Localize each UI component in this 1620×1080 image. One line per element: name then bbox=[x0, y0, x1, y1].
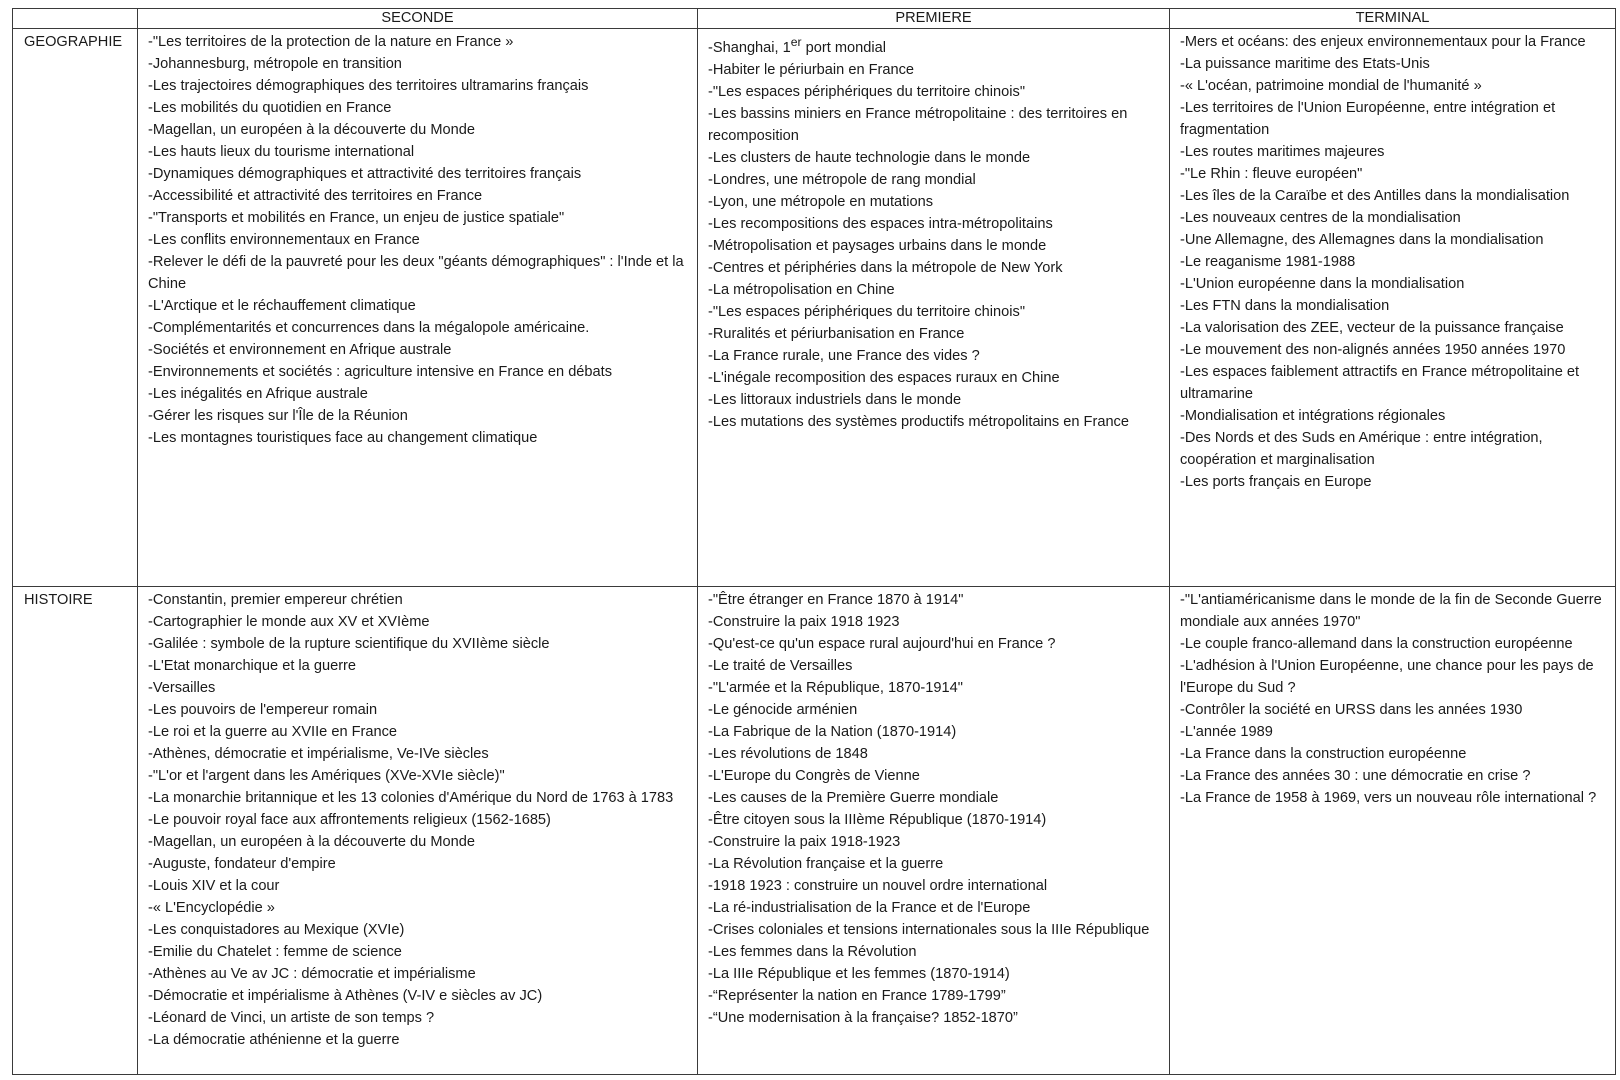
topic-item: -La France rurale, une France des vides ? bbox=[708, 347, 980, 364]
header-premiere: PREMIERE bbox=[698, 9, 1170, 29]
topic-item: -L'Arctique et le réchauffement climatique bbox=[148, 298, 416, 314]
row-label-histoire: HISTOIRE bbox=[13, 587, 138, 1075]
topic-item: -Les conquistadores au Mexique (XVIe) bbox=[148, 922, 405, 938]
topic-item: -Contrôler la société en URSS dans les années 1930 bbox=[1180, 702, 1523, 718]
topic-item: -Environnements et sociétés : agriculture intensive en France en débats bbox=[148, 364, 613, 380]
topic-item: -Complémentarités et concurrences dans la mégalopole américaine. bbox=[148, 320, 590, 336]
topic-list bbox=[1180, 589, 1607, 809]
topic-item: -Les FTN dans la mondialisation bbox=[1180, 298, 1390, 314]
topic-item: -Sociétés et environnement en Afrique australe bbox=[148, 342, 452, 358]
topic-item: -“Représenter la nation en France 1789-1799” bbox=[708, 988, 1006, 1004]
topic-item: -Les révolutions de 1848 bbox=[708, 746, 868, 762]
topic-text: port mondial bbox=[801, 39, 886, 56]
topic-item: -"L'or et l'argent dans les Amériques (XVe-XVIe siècle)" bbox=[148, 768, 505, 784]
topic-item: -La monarchie britannique et les 13 colonies d'Amérique du Nord de 1763 à 1783 bbox=[148, 790, 674, 806]
topic-item: -Centres et périphéries dans la métropole de New York bbox=[708, 259, 1063, 276]
topic-item: -Versailles bbox=[148, 680, 216, 696]
cell-histoire-premiere bbox=[698, 587, 1170, 1075]
topic-item: -Ruralités et périurbanisation en France bbox=[708, 325, 965, 342]
topic-item: -"Les espaces périphériques du territoire chinois" bbox=[708, 83, 1025, 100]
topic-item: -La ré-industrialisation de la France et de l'Europe bbox=[708, 900, 1031, 916]
topic-item bbox=[708, 31, 1161, 59]
topic-item: -Cartographier le monde aux XV et XVIème bbox=[148, 614, 430, 630]
topic-item: -Les littoraux industriels dans le monde bbox=[708, 391, 962, 408]
cell-geographie-terminal bbox=[1170, 29, 1616, 587]
header-terminal: TERMINAL bbox=[1170, 9, 1616, 29]
topic-item: -Construire la paix 1918 1923 bbox=[708, 614, 900, 630]
topic-item: -L'Union européenne dans la mondialisation bbox=[1180, 276, 1465, 292]
topic-list bbox=[148, 31, 689, 449]
topic-item: -Les routes maritimes majeures bbox=[1180, 144, 1385, 160]
topic-item: -Les clusters de haute technologie dans le monde bbox=[708, 149, 1031, 166]
topic-item: -La valorisation des ZEE, vecteur de la puissance française bbox=[1180, 320, 1564, 336]
topic-item: -"L'armée et la République, 1870-1914" bbox=[708, 680, 963, 696]
topic-item: -Les nouveaux centres de la mondialisation bbox=[1180, 210, 1461, 226]
row-geographie bbox=[13, 29, 1616, 587]
topic-item: -Emilie du Chatelet : femme de science bbox=[148, 944, 402, 960]
topic-item: -Une Allemagne, des Allemagnes dans la mondialisation bbox=[1180, 232, 1544, 248]
topic-item: -Athènes au Ve av JC : démocratie et impérialisme bbox=[148, 966, 476, 982]
topic-item: -"Le Rhin : fleuve européen" bbox=[1180, 166, 1363, 182]
topic-item: -"L'antiaméricanisme dans le monde de la fin de Seconde Guerre mondiale aux années 1970" bbox=[1180, 592, 1602, 630]
topic-item: -Auguste, fondateur d'empire bbox=[148, 856, 336, 872]
topic-item: -Dynamiques démographiques et attractivité des territoires français bbox=[148, 166, 582, 182]
topic-item: -Les femmes dans la Révolution bbox=[708, 944, 917, 960]
topic-item: -Les inégalités en Afrique australe bbox=[148, 386, 368, 402]
topic-item: -"Être étranger en France 1870 à 1914" bbox=[708, 592, 964, 608]
cell-geographie-seconde bbox=[138, 29, 698, 587]
topic-item: -Gérer les risques sur l'Île de la Réunion bbox=[148, 408, 408, 424]
topic-item: -1918 1923 : construire un nouvel ordre international bbox=[708, 878, 1048, 894]
topic-item: -Les espaces faiblement attractifs en France métropolitaine et ultramarine bbox=[1180, 364, 1580, 402]
topic-item: -Les bassins miniers en France métropolitaine : des territoires en recomposition bbox=[708, 105, 1128, 144]
topic-item: -Les mobilités du quotidien en France bbox=[148, 100, 392, 116]
cell-geographie-premiere bbox=[698, 29, 1170, 587]
topic-item: -"Les territoires de la protection de la nature en France » bbox=[148, 34, 514, 50]
topic-list bbox=[708, 59, 1161, 433]
topic-item: -Les ports français en Europe bbox=[1180, 474, 1372, 490]
curriculum-table bbox=[12, 8, 1616, 1075]
topic-item: -"Transports et mobilités en France, un enjeu de justice spatiale" bbox=[148, 210, 565, 226]
topic-item: -Être citoyen sous la IIIème République (1870-1914) bbox=[708, 812, 1047, 828]
topic-item: -La démocratie athénienne et la guerre bbox=[148, 1032, 400, 1048]
topic-item: -La IIIe République et les femmes (1870-1914) bbox=[708, 966, 1010, 982]
topic-item: -Magellan, un européen à la découverte du Monde bbox=[148, 122, 475, 138]
topic-item: -La France des années 30 : une démocratie en crise ? bbox=[1180, 768, 1531, 784]
topic-item: -L'année 1989 bbox=[1180, 724, 1273, 740]
topic-item: -Les conflits environnementaux en France bbox=[148, 232, 420, 248]
topic-item: -Les mutations des systèmes productifs métropolitains en France bbox=[708, 413, 1129, 430]
topic-item: -Relever le défi de la pauvreté pour les deux "géants démographiques" : l'Inde et la Chine bbox=[148, 254, 684, 292]
topic-item: -Qu'est-ce qu'un espace rural aujourd'hui en France ? bbox=[708, 636, 1056, 652]
topic-item: -Magellan, un européen à la découverte du Monde bbox=[148, 834, 475, 850]
topic-item: -Accessibilité et attractivité des territoires en France bbox=[148, 188, 483, 204]
topic-item: -Le reaganisme 1981-1988 bbox=[1180, 254, 1356, 270]
topic-item: -La Révolution française et la guerre bbox=[708, 856, 944, 872]
topic-item: -Des Nords et des Suds en Amérique : entre intégration, coopération et marginalisation bbox=[1180, 430, 1543, 468]
topic-item: -Le roi et la guerre au XVIIe en France bbox=[148, 724, 398, 740]
topic-item: -Johannesburg, métropole en transition bbox=[148, 56, 402, 72]
topic-item: -Mondialisation et intégrations régionales bbox=[1180, 408, 1446, 424]
topic-item: -Les territoires de l'Union Européenne, entre intégration et fragmentation bbox=[1180, 100, 1556, 138]
topic-item: -Le couple franco-allemand dans la construction européenne bbox=[1180, 636, 1573, 652]
topic-item: -La métropolisation en Chine bbox=[708, 281, 895, 298]
topic-item: -La Fabrique de la Nation (1870-1914) bbox=[708, 724, 957, 740]
topic-item: -Les causes de la Première Guerre mondiale bbox=[708, 790, 999, 806]
topic-item: -Les hauts lieux du tourisme international bbox=[148, 144, 415, 160]
topic-item: -Les trajectoires démographiques des territoires ultramarins français bbox=[148, 78, 589, 94]
topic-item: -Métropolisation et paysages urbains dans le monde bbox=[708, 237, 1047, 254]
header-row bbox=[13, 9, 1616, 29]
topic-item: -Les îles de la Caraïbe et des Antilles dans la mondialisation bbox=[1180, 188, 1570, 204]
topic-item: -Louis XIV et la cour bbox=[148, 878, 280, 894]
topic-list bbox=[708, 589, 1161, 1029]
topic-item: -Les recompositions des espaces intra-métropolitains bbox=[708, 215, 1053, 232]
topic-item: -La France de 1958 à 1969, vers un nouveau rôle international ? bbox=[1180, 790, 1597, 806]
topic-item: -Le traité de Versailles bbox=[708, 658, 853, 674]
topic-item: -Londres, une métropole de rang mondial bbox=[708, 171, 976, 188]
topic-item: -Les montagnes touristiques face au changement climatique bbox=[148, 430, 538, 446]
topic-item: -La puissance maritime des Etats-Unis bbox=[1180, 56, 1430, 72]
header-empty bbox=[13, 9, 138, 29]
ordinal-superscript: er bbox=[790, 35, 802, 49]
topic-item: -« L'océan, patrimoine mondial de l'humanité » bbox=[1180, 78, 1482, 94]
topic-item: -Démocratie et impérialisme à Athènes (V-IV e siècles av JC) bbox=[148, 988, 543, 1004]
topic-item: -La France dans la construction européenne bbox=[1180, 746, 1467, 762]
topic-item: -L'Europe du Congrès de Vienne bbox=[708, 768, 920, 784]
topic-list bbox=[148, 589, 689, 1051]
topic-list bbox=[708, 31, 1161, 59]
row-histoire bbox=[13, 587, 1616, 1075]
topic-item: -Mers et océans: des enjeux environnementaux pour la France bbox=[1180, 34, 1586, 50]
topic-item: -Construire la paix 1918-1923 bbox=[708, 834, 901, 850]
topic-item: -“Une modernisation à la française? 1852-1870” bbox=[708, 1010, 1018, 1026]
topic-item: -Crises coloniales et tensions internationales sous la IIIe République bbox=[708, 922, 1150, 938]
topic-text: -Shanghai, 1 bbox=[708, 39, 791, 56]
topic-item: -Léonard de Vinci, un artiste de son temps ? bbox=[148, 1010, 435, 1026]
cell-histoire-seconde bbox=[138, 587, 698, 1075]
topic-list bbox=[1180, 31, 1607, 493]
topic-item: -Le mouvement des non-alignés années 1950 années 1970 bbox=[1180, 342, 1566, 358]
topic-item: -Les pouvoirs de l'empereur romain bbox=[148, 702, 378, 718]
topic-item: -L'inégale recomposition des espaces ruraux en Chine bbox=[708, 369, 1060, 386]
topic-item: -Lyon, une métropole en mutations bbox=[708, 193, 933, 210]
header-seconde: SECONDE bbox=[138, 9, 698, 29]
row-label-geographie: GEOGRAPHIE bbox=[13, 29, 138, 587]
topic-item: -Athènes, démocratie et impérialisme, Ve-IVe siècles bbox=[148, 746, 489, 762]
topic-item: -Constantin, premier empereur chrétien bbox=[148, 592, 403, 608]
topic-item: -Le pouvoir royal face aux affrontements religieux (1562-1685) bbox=[148, 812, 551, 828]
topic-item: -« L'Encyclopédie » bbox=[148, 900, 275, 916]
topic-item: -Galilée : symbole de la rupture scientifique du XVIIème siècle bbox=[148, 636, 550, 652]
cell-histoire-terminal bbox=[1170, 587, 1616, 1075]
topic-item: -Habiter le périurbain en France bbox=[708, 61, 915, 78]
topic-item: -L'Etat monarchique et la guerre bbox=[148, 658, 357, 674]
topic-item: -Le génocide arménien bbox=[708, 702, 858, 718]
topic-item: -L'adhésion à l'Union Européenne, une chance pour les pays de l'Europe du Sud ? bbox=[1180, 658, 1594, 696]
topic-item: -"Les espaces périphériques du territoire chinois" bbox=[708, 303, 1025, 320]
